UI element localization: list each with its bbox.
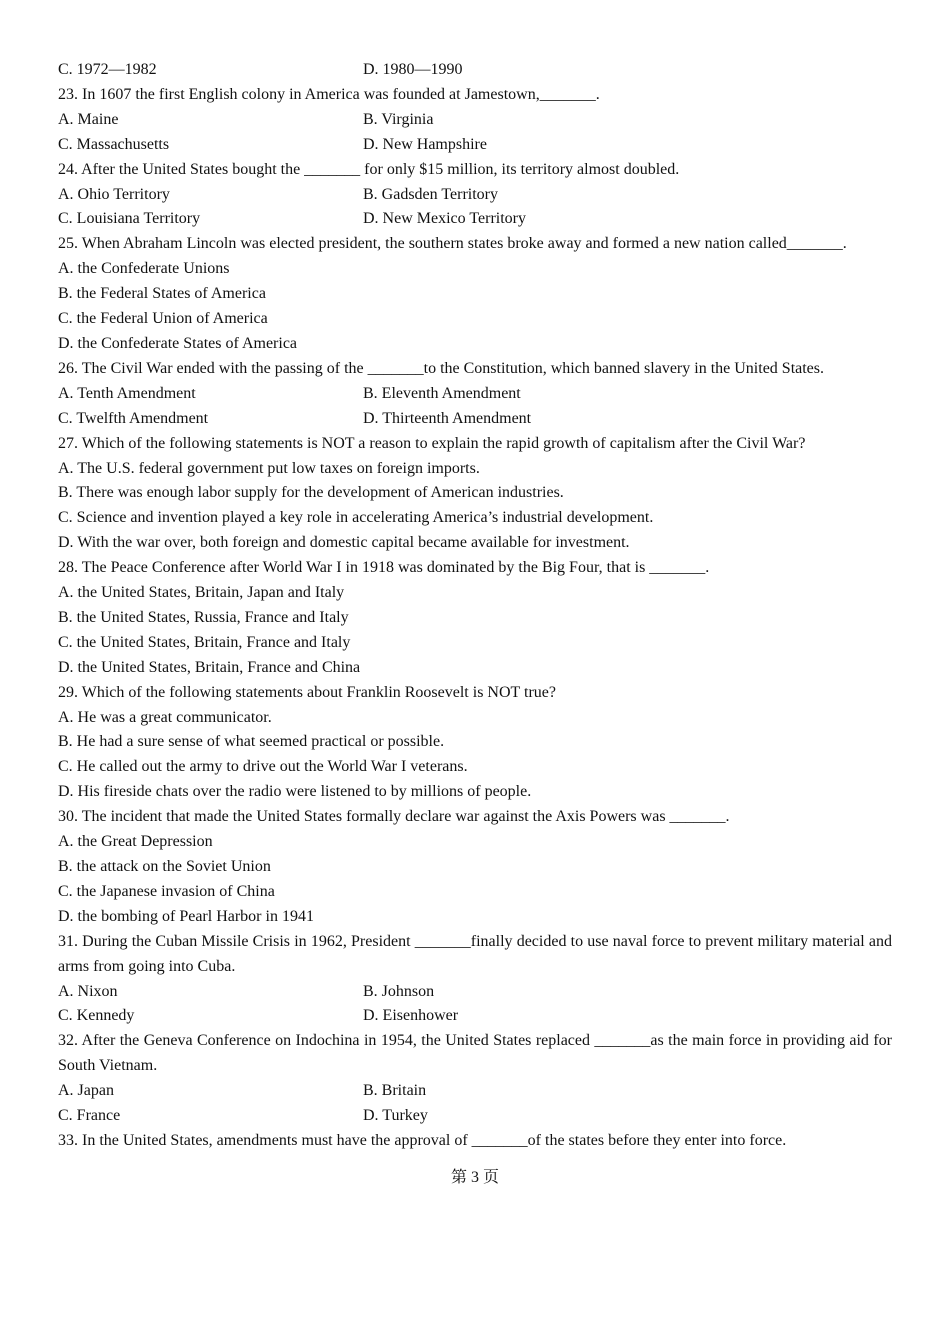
- options-row: [58, 1004, 892, 1029]
- options-row: [58, 1079, 892, 1104]
- option-text: D. His fireside chats over the radio were listened to by millions of people.: [58, 783, 532, 801]
- option-text: C. Science and invention played a key role in accelerating America’s industrial development.: [58, 509, 654, 527]
- option-text: A. He was a great communicator.: [58, 708, 272, 726]
- question-text: 25. When Abraham Lincoln was elected president, the southern states broke away and formed a new nation called_______.: [58, 235, 847, 253]
- option-text: A. Ohio Territory: [58, 185, 170, 203]
- option-text: B. Eleventh Amendment: [363, 384, 521, 402]
- option-text: C. He called out the army to drive out the World War I veterans.: [58, 758, 468, 776]
- option-text: B. the Federal States of America: [58, 285, 266, 303]
- option-text: C. Kennedy: [58, 1007, 135, 1025]
- option-text: A. the Great Depression: [58, 833, 213, 851]
- option-text: D. New Hampshire: [363, 135, 487, 153]
- option-text: C. 1972—1982: [58, 61, 157, 78]
- option-text: D. Eisenhower: [363, 1007, 459, 1025]
- option-text: B. the attack on the Soviet Union: [58, 858, 271, 875]
- option-text: A. The U.S. federal government put low taxes on foreign imports.: [58, 459, 480, 477]
- option-text: D. Turkey: [363, 1107, 428, 1125]
- option-text: D. Thirteenth Amendment: [363, 409, 532, 427]
- question-text: 29. Which of the following statements about Franklin Roosevelt is NOT true?: [58, 683, 556, 701]
- page-number: 第 3 页: [450, 1169, 499, 1186]
- question-text: 27. Which of the following statements is NOT a reason to explain the rapid growth of capitalism after the Civil War?: [58, 434, 806, 452]
- option-text: D. 1980—1990: [363, 61, 463, 78]
- option-text: D. the bombing of Pearl Harbor in 1941: [58, 907, 314, 925]
- question-text: 28. The Peace Conference after World War I in 1918 was dominated by the Big Four, that is _______.: [58, 559, 710, 577]
- option-text: D. the United States, Britain, France and China: [58, 658, 361, 676]
- option-text: A. the Confederate Unions: [58, 260, 230, 278]
- question-text: 31. During the Cuban Missile Crisis in 1962, President _______finally decided to use naval force to prevent military material and arms from going into Cuba.: [58, 932, 892, 975]
- option-text: C. Massachusetts: [58, 135, 170, 153]
- option-text: A. Japan: [58, 1082, 114, 1100]
- question-text: 30. The incident that made the United States formally declare war against the Axis Powers was _______.: [58, 808, 730, 826]
- option-text: C. the Federal Union of America: [58, 310, 268, 328]
- options-row: [58, 382, 892, 407]
- option-text: B. He had a sure sense of what seemed practical or possible.: [58, 733, 445, 751]
- options-row: [58, 133, 892, 158]
- option-text: B. There was enough labor supply for the development of American industries.: [58, 484, 564, 502]
- option-text: C. the Japanese invasion of China: [58, 882, 275, 900]
- options-row: [58, 980, 892, 1005]
- option-text: D. New Mexico Territory: [363, 210, 526, 228]
- question-text: 33. In the United States, amendments must have the approval of _______of the states before they enter into force.: [58, 1131, 787, 1149]
- options-row: [58, 108, 892, 133]
- option-text: B. Johnson: [363, 982, 435, 1000]
- option-text: B. Gadsden Territory: [363, 185, 498, 203]
- option-text: A. the United States, Britain, Japan and Italy: [58, 584, 345, 602]
- options-row: [58, 1104, 892, 1129]
- question-text: 32. After the Geneva Conference on Indochina in 1954, the United States replaced _______as the main force in providing aid for South Vietnam.: [58, 1032, 892, 1075]
- option-text: C. France: [58, 1107, 121, 1125]
- option-text: B. the United States, Russia, France and Italy: [58, 608, 349, 626]
- question-text: 24. After the United States bought the _______ for only $15 million, its territory almost doubled.: [58, 160, 680, 178]
- option-text: A. Nixon: [58, 982, 118, 1000]
- option-text: C. Louisiana Territory: [58, 210, 201, 228]
- options-row: [58, 58, 892, 83]
- question-text: 23. In 1607 the first English colony in America was founded at Jamestown,_______.: [58, 85, 600, 103]
- options-row: [58, 407, 892, 432]
- options-row: [58, 207, 892, 232]
- options-row: [58, 183, 892, 208]
- exam-page: [58, 58, 892, 1154]
- question-text: 26. The Civil War ended with the passing of the _______to the Constitution, which banned slavery in the United States.: [58, 359, 825, 377]
- option-text: B. Virginia: [363, 110, 434, 128]
- option-text: D. the Confederate States of America: [58, 334, 298, 352]
- option-text: A. Tenth Amendment: [58, 384, 196, 402]
- option-text: C. Twelfth Amendment: [58, 409, 209, 427]
- option-text: D. With the war over, both foreign and domestic capital became available for investment.: [58, 534, 630, 552]
- option-text: A. Maine: [58, 110, 119, 128]
- option-text: B. Britain: [363, 1082, 427, 1100]
- option-text: C. the United States, Britain, France and Italy: [58, 633, 351, 651]
